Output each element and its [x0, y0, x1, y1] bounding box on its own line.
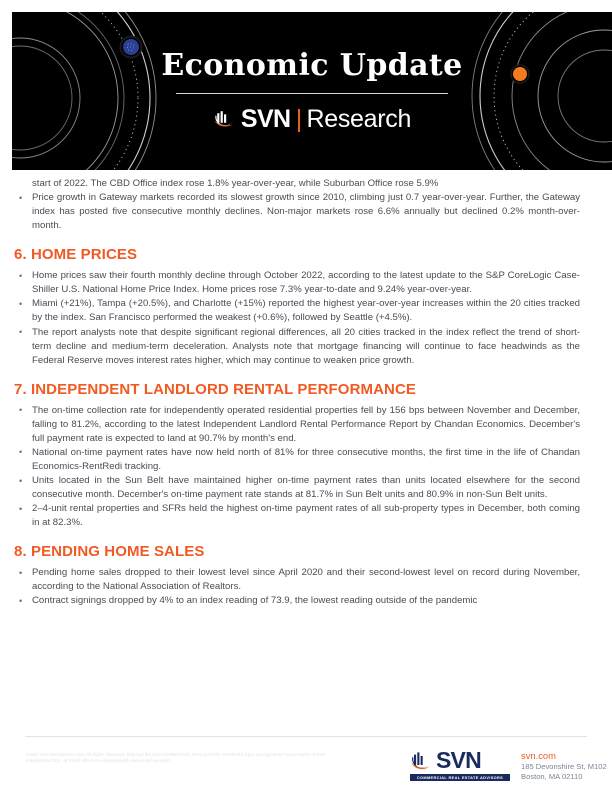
footer-logo-tagline: COMMERCIAL REAL ESTATE ADVISORS [410, 774, 510, 781]
spacer [14, 233, 580, 247]
brand-separator [298, 109, 300, 132]
list-item: • Miami (+21%), Tampa (+20.5%), and Charlotte (+15%) reported the highest year-over-year increases within the 20 cities tracked by the index. San Francisco performed the weakest (+0.6%), followed by Seattle (+4.5%). [14, 297, 580, 325]
section-heading-home-prices: 6. HOME PRICES [14, 246, 138, 264]
footer-website-link[interactable]: svn.com [521, 750, 556, 761]
section-6-list [14, 269, 580, 368]
brand-primary-text: SVN [240, 104, 291, 133]
list-item: • Units located in the Sun Belt have maintained higher on-time payment rates than units located elsewhere for the second consecutive month. December's on-time payment rate stands at 81.7% in Sun Belt units and 80.9% in non-Sun Belt units. [14, 474, 580, 502]
spacer [14, 530, 580, 544]
footer-brand-block [410, 746, 607, 783]
section-heading-landlord-rental: 7. INDEPENDENT LANDLORD RENTAL PERFORMANCE [14, 380, 416, 398]
footer-address-line-1: 185 Devonshire St, M102 [521, 762, 607, 771]
list-item: • Home prices saw their fourth monthly decline through October 2022, according to the latest update to the S&P CoreLogic Case-Shiller U.S. National Home Price Index. Home prices rose 7.3% year-to-date and 9.24% year-over-year. [14, 269, 580, 297]
section-heading-pending-home-sales: 8. PENDING HOME SALES [14, 543, 205, 561]
svn-footer-logo [410, 746, 512, 781]
footer-address-line-2: Boston, MA 02110 [521, 772, 583, 782]
list-item: • The report analysts note that despite significant regional differences, all 20 cities tracked in the index reflect the trend of short-term decline and medium-term deceleration. Analysts note that mortgage financing will continue to face headwinds as the Federal Reserve moves interest rates higher, which may continue to weaken price growth. [14, 326, 580, 368]
svn-bars-icon [213, 109, 239, 129]
list-item: • Pending home sales dropped to their lowest level since April 2020 and their second-lowest level on record during November, according to the National Association of Realtors. [14, 566, 580, 594]
section-8-list [14, 566, 580, 608]
list-item: • National on-time payment rates have now held north of 81% for three consecutive months, the first time in the life of Chandan Economics-RentRedi tracking. [14, 446, 580, 474]
list-item: • 2–4-unit rental properties and SFRs held the highest on-time payment rates of all sub-property types in December, both coming in at 82.3%. [14, 502, 580, 530]
svn-research-logo [213, 104, 412, 133]
spacer [14, 368, 580, 382]
header-banner [12, 12, 612, 170]
title-divider [176, 93, 448, 94]
svn-bars-icon [410, 750, 435, 772]
orphan-bullet-list [14, 191, 580, 233]
section-7-list [14, 404, 580, 531]
list-item: • Contract signings dropped by 4% to an index reading of 73.9, the lowest reading outside of the pandemic [14, 594, 580, 608]
footer-legal-text: ©2022 SVN International Corp. All Rights Reserved. SVN and the SVN COMMERCIAL REAL ESTATE ADVISORS logos are registered service marks of SVN International Corp. All SVN® offices are independently owned and operated. [26, 752, 325, 764]
brand-secondary-text: Research [306, 104, 412, 133]
footer-divider [25, 736, 587, 737]
document-body [14, 177, 580, 608]
page-footer [0, 744, 612, 792]
footer-logo-text: SVN [436, 747, 481, 773]
footer-contact-info [521, 746, 607, 783]
list-item: • Price growth in Gateway markets recorded its slowest growth since 2010, climbing just 0.7 year-over-year. Further, the Gateway index has posted five consecutive monthly declines. Non-major markets rose 6.6% annually but declined 0.2% month-over-month. [14, 191, 580, 233]
continuation-paragraph: start of 2022. The CBD Office index rose 1.8% year-over-year, while Suburban Office rose 5.9% [32, 178, 439, 189]
page-title: Economic Update [161, 47, 463, 83]
list-item: • The on-time collection rate for independently operated residential properties fell by 156 bps between November and December, falling to 81.2%, according to the latest Independent Landlord Rental Performance Report by Chandan Economics. December's full payment rate is expected to land at 90.7% by month's end. [14, 404, 580, 446]
